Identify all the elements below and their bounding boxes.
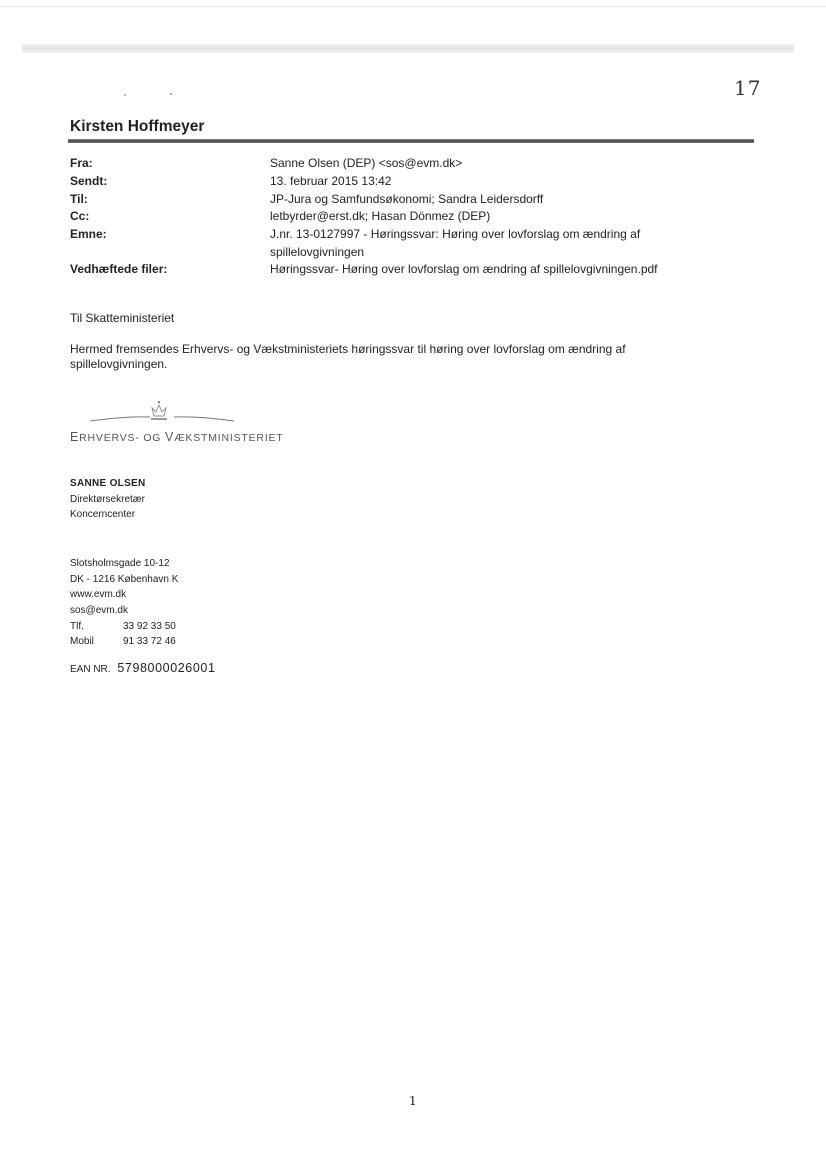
phone-row [70, 619, 178, 635]
contact-block [70, 556, 178, 650]
scan-specks [120, 90, 180, 100]
emne-value-line1: J.nr. 13-0127997 - Høringssvar: Høring over lovforslag om ændring af [270, 227, 641, 241]
scan-artifact-band [22, 44, 794, 53]
emne-label: Emne: [70, 227, 107, 241]
fra-label: Fra: [70, 156, 93, 170]
til-label: Til: [70, 192, 88, 206]
body-paragraph [70, 342, 626, 372]
phone-number: 33 92 33 50 [123, 620, 176, 632]
address-line-2: DK - 1216 København K [70, 573, 179, 585]
attachments-label: Vedhæftede filer: [70, 262, 168, 276]
body-line-1: Hermed fremsendes Erhvervs- og Vækstministeriets høringssvar til høring over lovforslag om ændring af [70, 342, 626, 356]
ean-row [70, 661, 216, 675]
website-link[interactable]: www.evm.dk [70, 589, 127, 601]
mobile-label: Mobil [70, 636, 94, 648]
cc-label: Cc: [70, 209, 90, 223]
sender-heading: Kirsten Hoffmeyer [70, 118, 205, 135]
signature-title: Direktørsekretær [70, 493, 146, 505]
salutation: Til Skatteministeriet [70, 311, 175, 325]
mobile-number: 91 33 72 46 [123, 636, 176, 648]
ean-value: 5798000026001 [117, 661, 216, 675]
emne-value-line2: spillelovgivningen [270, 245, 365, 259]
address-line-1: Slotsholmsgade 10-12 [70, 558, 170, 569]
til-value: JP-Jura og Samfundsøkonomi; Sandra Leidersdorff [270, 192, 544, 206]
header-rule [68, 139, 754, 143]
sendt-value: 13. februar 2015 13:42 [270, 174, 392, 188]
signature-block [70, 476, 146, 523]
signature-name: SANNE OLSEN [70, 478, 146, 489]
sendt-label: Sendt: [70, 174, 108, 188]
ministry-name: ERHVERVS- OG VÆKSTMINISTERIET [70, 430, 284, 444]
crown-logo-icon [88, 397, 238, 431]
mobile-row [70, 634, 178, 650]
cc-value: letbyrder@erst.dk; Hasan Dönmez (DEP) [270, 209, 491, 223]
fra-value: Sanne Olsen (DEP) <sos@evm.dk> [270, 156, 463, 170]
ean-label: EAN NR. [70, 664, 111, 675]
signature-unit: Koncerncenter [70, 509, 136, 520]
handwritten-page-mark: 17 [734, 76, 762, 100]
body-line-2: spillelovgivningen. [70, 357, 168, 371]
phone-label: Tlf. [70, 620, 84, 632]
scan-top-edge [0, 6, 826, 7]
page-number: 1 [409, 1094, 417, 1108]
email-link[interactable]: sos@evm.dk [70, 605, 128, 617]
attachment-file: Høringssvar- Høring over lovforslag om ændring af spillelovgivningen.pdf [270, 262, 658, 276]
